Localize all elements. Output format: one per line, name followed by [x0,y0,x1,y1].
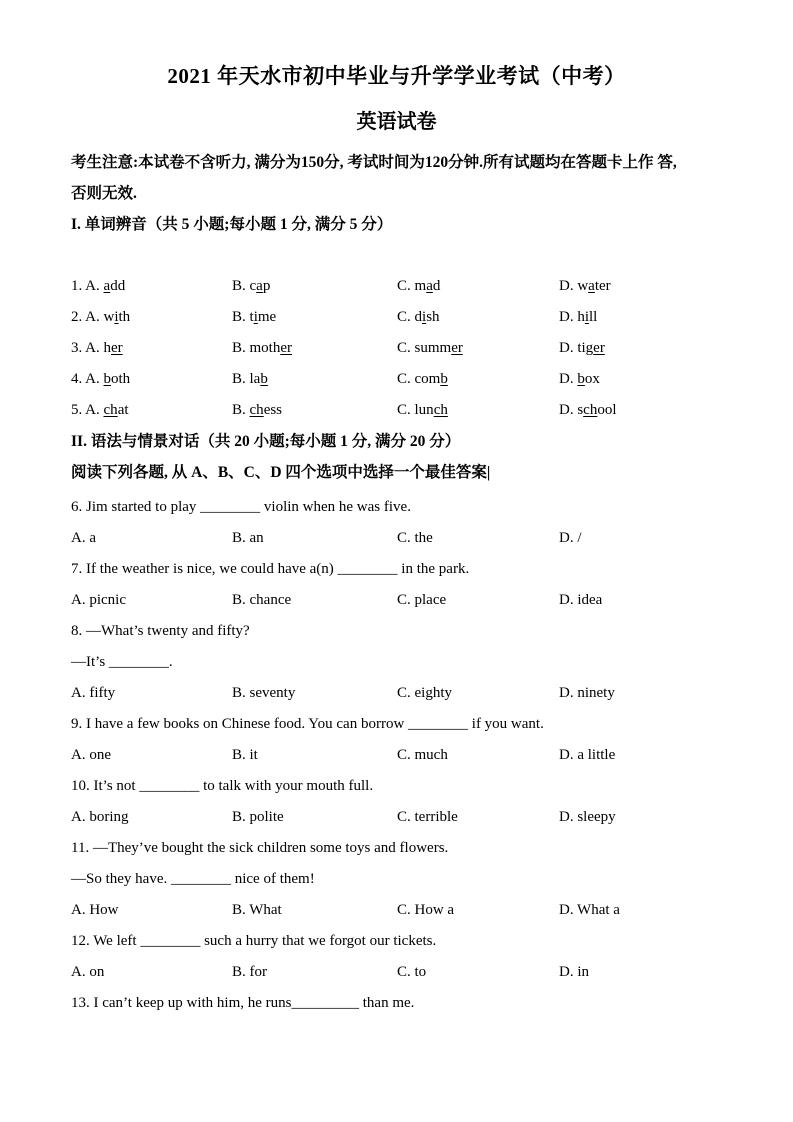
question-text: 11. —They’ve bought the sick children some toys and flowers. [71,840,449,857]
option: C. much [397,747,448,764]
question-text: 7. If the weather is nice, we could have a(n) ________ in the park. [71,561,470,578]
phonetics-questions [71,271,722,426]
option: A. boring [71,809,129,826]
option: D. in [559,964,589,981]
question-block [71,492,722,554]
option: C. terrible [397,809,458,826]
option: C. the [397,530,433,547]
phonetic-option: D. tiger [559,340,605,357]
phonetic-question-row [71,271,722,302]
options-row [71,585,722,616]
question-block [71,554,722,616]
options-row [71,957,722,988]
question-text: 6. Jim started to play ________ violin when he was five. [71,499,411,516]
options-row [71,895,722,926]
phonetic-option: C. summer [397,340,463,357]
option: B. an [232,530,264,547]
option: B. it [232,747,258,764]
phonetic-option: D. hill [559,309,598,326]
question-block [71,771,722,833]
option: C. to [397,964,427,981]
phonetic-option: 2. A. with [71,309,131,326]
question-block [71,988,722,1019]
phonetic-option: 4. A. both [71,371,131,388]
question-text: —It’s ________. [71,654,173,671]
option: A. How [71,902,119,919]
phonetic-option: D. box [559,371,600,388]
phonetic-option: 5. A. chat [71,402,129,419]
option: D. What a [559,902,620,919]
page-title: 2021 年天水市初中毕业与升学学业考试（中考） [167,64,626,88]
option: B. What [232,902,282,919]
phonetic-option: 1. A. add [71,278,126,295]
phonetic-option: 3. A. her [71,340,123,357]
section1-heading: I. 单词辨音（共 5 小题;每小题 1 分, 满分 5 分） [71,216,393,234]
question-text: 13. I can’t keep up with him, he runs_________ than me. [71,995,415,1012]
question-block [71,833,722,926]
option: D. ninety [559,685,615,702]
question-text: —So they have. ________ nice of them! [71,871,315,888]
option: B. polite [232,809,284,826]
options-row [71,678,722,709]
exam-notice [71,147,722,209]
phonetic-option: B. time [232,309,277,326]
notice-line-1: 考生注意:本试卷不含听力, 满分为150分, 考试时间为120分钟.所有试题均在答题卡上作 答, [71,154,677,172]
phonetic-question-row [71,333,722,364]
question-block [71,616,722,709]
option: D. a little [559,747,616,764]
options-row [71,740,722,771]
option: D. sleepy [559,809,616,826]
section2-instruction: 阅读下列各题, 从 A、B、C、D 四个选项中选择一个最佳答案| [71,464,491,482]
option: A. fifty [71,685,116,702]
option: C. place [397,592,447,609]
phonetic-option: C. mad [397,278,441,295]
phonetic-option: B. chess [232,402,283,419]
phonetic-question-row [71,302,722,333]
phonetic-question-row [71,364,722,395]
question-block [71,926,722,988]
page-subtitle: 英语试卷 [356,111,437,134]
notice-line-2: 否则无效. [71,185,137,203]
option: A. a [71,530,96,547]
phonetic-question-row [71,395,722,426]
phonetic-option: C. lunch [397,402,448,419]
option: D. idea [559,592,603,609]
option: A. one [71,747,111,764]
option: C. eighty [397,685,452,702]
phonetic-option: C. dish [397,309,440,326]
phonetic-option: B. cap [232,278,271,295]
question-text: 9. I have a few books on Chinese food. You can borrow ________ if you want. [71,716,544,733]
option: C. How a [397,902,455,919]
phonetic-option: C. comb [397,371,448,388]
option: B. chance [232,592,292,609]
phonetic-option: B. mother [232,340,292,357]
option: B. for [232,964,267,981]
question-text: 12. We left ________ such a hurry that we forgot our tickets. [71,933,437,950]
question-text: 8. —What’s twenty and fifty? [71,623,250,640]
question-block [71,709,722,771]
phonetic-option: D. water [559,278,611,295]
grammar-questions [71,492,722,1019]
option: D. / [559,530,582,547]
section2-heading: II. 语法与情景对话（共 20 小题;每小题 1 分, 满分 20 分） [71,433,461,451]
options-row [71,802,722,833]
phonetic-option: D. school [559,402,617,419]
options-row [71,523,722,554]
phonetic-option: B. lab [232,371,268,388]
option: A. on [71,964,105,981]
option: A. picnic [71,592,126,609]
question-text: 10. It’s not ________ to talk with your mouth full. [71,778,374,795]
option: B. seventy [232,685,296,702]
